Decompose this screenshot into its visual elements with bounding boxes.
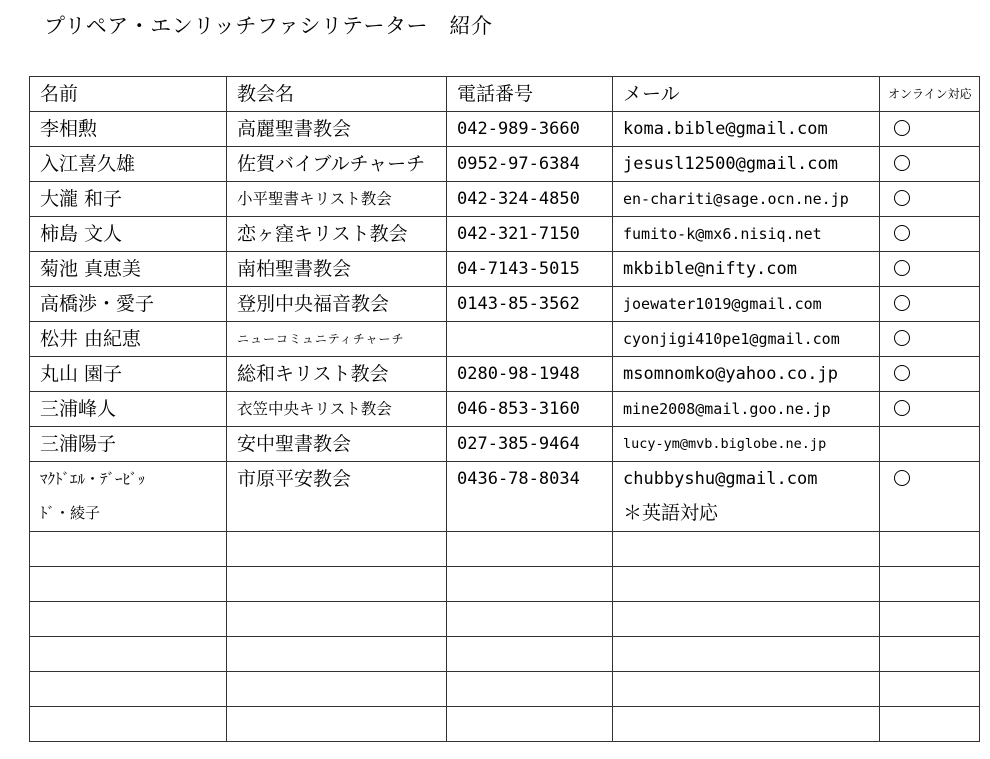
cell-name: 三浦陽子 bbox=[30, 427, 227, 462]
empty-cell bbox=[880, 637, 980, 672]
facilitator-table bbox=[29, 76, 980, 742]
empty-cell bbox=[447, 707, 613, 742]
cell-mail: msomnomko@yahoo.co.jp bbox=[613, 357, 880, 392]
cell-phone: 042-321-7150 bbox=[447, 217, 613, 252]
table-header-row bbox=[30, 77, 980, 112]
empty-cell bbox=[880, 532, 980, 567]
empty-row bbox=[30, 672, 980, 707]
cell-mail bbox=[613, 462, 880, 532]
empty-cell bbox=[613, 532, 880, 567]
cell-online bbox=[880, 147, 980, 182]
online-circle-icon bbox=[894, 225, 910, 241]
cell-church: ニューコミュニティチャーチ bbox=[227, 322, 447, 357]
cell-phone: 0952-97-6384 bbox=[447, 147, 613, 182]
empty-cell bbox=[227, 637, 447, 672]
cell-church: 南柏聖書教会 bbox=[227, 252, 447, 287]
empty-cell bbox=[447, 602, 613, 637]
cell-church: 小平聖書キリスト教会 bbox=[227, 182, 447, 217]
cell-online bbox=[880, 287, 980, 322]
empty-cell bbox=[447, 567, 613, 602]
table-row bbox=[30, 427, 980, 462]
table-row bbox=[30, 252, 980, 287]
empty-cell bbox=[30, 707, 227, 742]
online-circle-icon bbox=[894, 120, 910, 136]
table-row bbox=[30, 182, 980, 217]
header-church: 教会名 bbox=[227, 77, 447, 112]
online-circle-icon bbox=[894, 155, 910, 171]
online-circle-icon bbox=[894, 400, 910, 416]
cell-mail: fumito-k@mx6.nisiq.net bbox=[613, 217, 880, 252]
table-row bbox=[30, 217, 980, 252]
online-circle-icon bbox=[894, 190, 910, 206]
empty-cell bbox=[447, 672, 613, 707]
cell-phone: 027-385-9464 bbox=[447, 427, 613, 462]
table-row bbox=[30, 392, 980, 427]
cell-name: 菊池 真恵美 bbox=[30, 252, 227, 287]
empty-cell bbox=[613, 637, 880, 672]
header-name: 名前 bbox=[30, 77, 227, 112]
cell-church: 恋ヶ窪キリスト教会 bbox=[227, 217, 447, 252]
cell-mail-note: ＊英語対応 bbox=[623, 502, 719, 524]
empty-cell bbox=[227, 707, 447, 742]
cell-name: 柿島 文人 bbox=[30, 217, 227, 252]
page-title: プリペア・エンリッチファシリテーター 紹介 bbox=[44, 14, 493, 38]
empty-cell bbox=[880, 602, 980, 637]
cell-phone: 0143-85-3562 bbox=[447, 287, 613, 322]
cell-name-line1: ﾏｸﾄﾞｴﾙ・ﾃﾞｰﾋﾞｯ bbox=[40, 470, 146, 488]
empty-cell bbox=[447, 532, 613, 567]
empty-cell bbox=[613, 602, 880, 637]
cell-phone: 04-7143-5015 bbox=[447, 252, 613, 287]
empty-cell bbox=[30, 637, 227, 672]
cell-church: 総和キリスト教会 bbox=[227, 357, 447, 392]
cell-online bbox=[880, 462, 980, 532]
cell-phone: 046-853-3160 bbox=[447, 392, 613, 427]
empty-cell bbox=[613, 672, 880, 707]
empty-row bbox=[30, 567, 980, 602]
cell-church: 衣笠中央キリスト教会 bbox=[227, 392, 447, 427]
empty-cell bbox=[447, 637, 613, 672]
cell-name: 三浦峰人 bbox=[30, 392, 227, 427]
cell-phone: 042-989-3660 bbox=[447, 112, 613, 147]
cell-online bbox=[880, 322, 980, 357]
table-row bbox=[30, 322, 980, 357]
cell-online bbox=[880, 112, 980, 147]
cell-church: 高麗聖書教会 bbox=[227, 112, 447, 147]
empty-cell bbox=[880, 567, 980, 602]
empty-cell bbox=[227, 567, 447, 602]
table-row bbox=[30, 287, 980, 322]
empty-cell bbox=[30, 602, 227, 637]
cell-online bbox=[880, 392, 980, 427]
cell-church: 安中聖書教会 bbox=[227, 427, 447, 462]
empty-cell bbox=[30, 567, 227, 602]
empty-cell bbox=[613, 567, 880, 602]
cell-mail: koma.bible@gmail.com bbox=[613, 112, 880, 147]
table-row bbox=[30, 357, 980, 392]
empty-row bbox=[30, 602, 980, 637]
empty-cell bbox=[880, 707, 980, 742]
cell-church: 登別中央福音教会 bbox=[227, 287, 447, 322]
table-row bbox=[30, 462, 980, 532]
online-circle-icon bbox=[894, 260, 910, 276]
cell-name-line2: ﾄﾞ・綾子 bbox=[40, 504, 101, 522]
empty-cell bbox=[30, 532, 227, 567]
empty-row bbox=[30, 707, 980, 742]
cell-mail: mkbible@nifty.com bbox=[613, 252, 880, 287]
cell-name: 丸山 園子 bbox=[30, 357, 227, 392]
cell-phone: 0280-98-1948 bbox=[447, 357, 613, 392]
header-mail: メール bbox=[613, 77, 880, 112]
cell-mail: cyonjigi410pe1@gmail.com bbox=[613, 322, 880, 357]
header-online: オンライン対応 bbox=[880, 77, 980, 112]
table-row bbox=[30, 147, 980, 182]
cell-phone bbox=[447, 322, 613, 357]
cell-mail: jesusl12500@gmail.com bbox=[613, 147, 880, 182]
cell-mail: joewater1019@gmail.com bbox=[613, 287, 880, 322]
cell-online bbox=[880, 182, 980, 217]
cell-church: 佐賀バイブルチャーチ bbox=[227, 147, 447, 182]
online-circle-icon bbox=[894, 330, 910, 346]
empty-cell bbox=[30, 672, 227, 707]
cell-phone: 0436-78-8034 bbox=[447, 462, 613, 532]
table-row bbox=[30, 112, 980, 147]
cell-name: 大瀧 和子 bbox=[30, 182, 227, 217]
cell-phone: 042-324-4850 bbox=[447, 182, 613, 217]
cell-mail: en-chariti@sage.ocn.ne.jp bbox=[613, 182, 880, 217]
cell-mail: lucy-ym@mvb.biglobe.ne.jp bbox=[613, 427, 880, 462]
online-circle-icon bbox=[894, 470, 910, 486]
header-phone: 電話番号 bbox=[447, 77, 613, 112]
empty-cell bbox=[613, 707, 880, 742]
empty-cell bbox=[880, 672, 980, 707]
cell-online bbox=[880, 217, 980, 252]
cell-mail-address: chubbyshu@gmail.com bbox=[623, 469, 818, 489]
online-circle-icon bbox=[894, 295, 910, 311]
cell-church: 市原平安教会 bbox=[227, 462, 447, 532]
cell-online bbox=[880, 357, 980, 392]
empty-cell bbox=[227, 532, 447, 567]
cell-name: 李相勲 bbox=[30, 112, 227, 147]
empty-cell bbox=[227, 602, 447, 637]
cell-online bbox=[880, 252, 980, 287]
cell-name: 高橋渉・愛子 bbox=[30, 287, 227, 322]
empty-row bbox=[30, 637, 980, 672]
empty-row bbox=[30, 532, 980, 567]
cell-mail: mine2008@mail.goo.ne.jp bbox=[613, 392, 880, 427]
cell-online bbox=[880, 427, 980, 462]
cell-name: 入江喜久雄 bbox=[30, 147, 227, 182]
cell-name: 松井 由紀恵 bbox=[30, 322, 227, 357]
cell-name bbox=[30, 462, 227, 532]
empty-cell bbox=[227, 672, 447, 707]
online-circle-icon bbox=[894, 365, 910, 381]
